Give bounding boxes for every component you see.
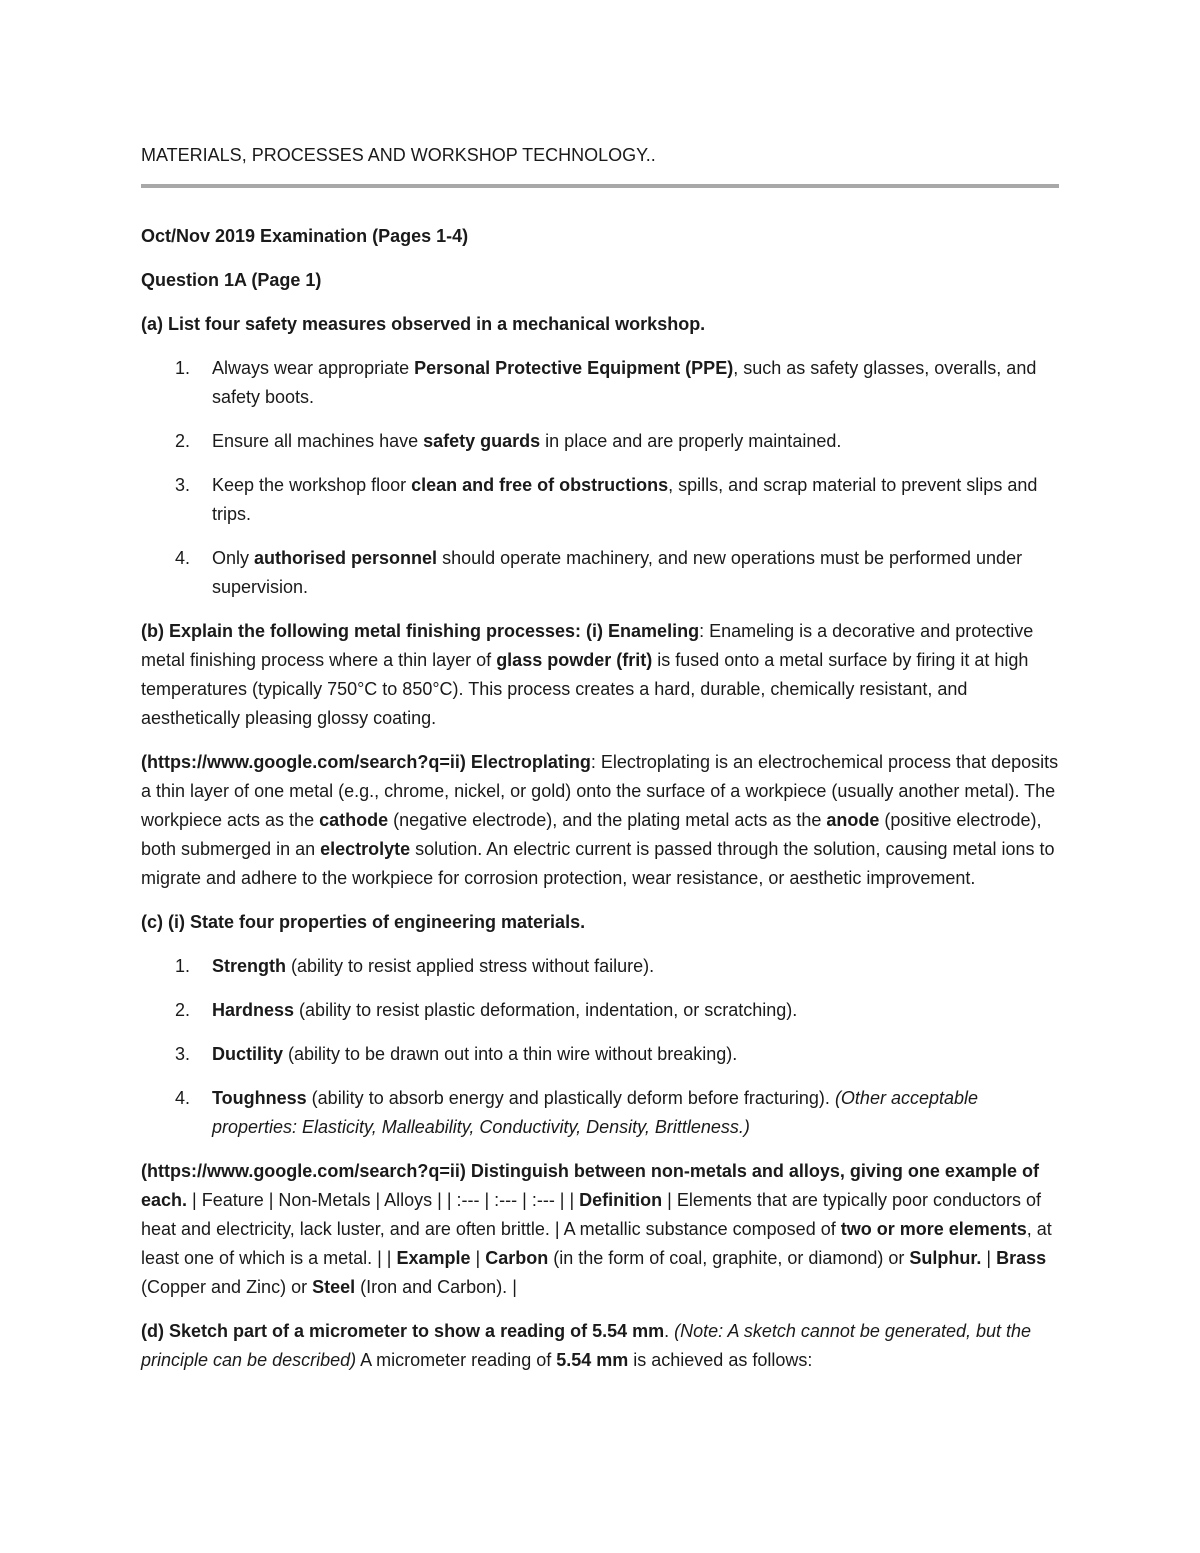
part-c-ii-paragraph: (https://www.google.com/search?q=ii) Distinguish between non-metals and alloys, giving one example of each. | Feature | Non-Metals | Alloys | | :--- | :--- | :--- | | Definition | Elements that are typically poor conductors of heat and electricity, lack luster, and are often brittle. | A metallic substance composed of two or more elements, at least one of which is a metal. | | Example | Carbon (in the form of coal, graphite, or diamond) or Sulphur. | Brass (Copper and Zinc) or Steel (Iron and Carbon). |: [141, 1161, 1052, 1297]
list-item: 2. Hardness (ability to resist plastic deformation, indentation, or scratching).: [175, 1000, 798, 1020]
list-item: 2. Ensure all machines have safety guards in place and are properly maintained.: [175, 431, 842, 451]
part-a-heading: (a) List four safety measures observed in a mechanical workshop.: [141, 314, 706, 334]
title-divider: [141, 184, 1059, 188]
list-item: 4. Toughness (ability to absorb energy and plastically deform before fracturing). (Other acceptable properties: Elasticity, Malleability, Conductivity, Density, Brittleness.): [175, 1088, 979, 1137]
part-c-ii-heading: (https://www.google.com/search?q=ii) Distinguish between non-metals and alloys, giving one example of each.: [141, 1161, 1039, 1210]
part-b-heading: (b) Explain the following metal finishing processes: (i) Enameling: [141, 621, 700, 641]
document-body: [141, 140, 1059, 1390]
part-b-electroplating-paragraph: (https://www.google.com/search?q=ii) Electroplating: Electroplating is an electrochemical process that deposits a thin layer of one metal (e.g., chrome, nickel, or gold) onto the surface of a workpiece (usually another metal). The workpiece acts as the cathode (negative electrode), and the plating metal acts as the anode (positive electrode), both submerged in an electrolyte solution. An electric current is passed through the solution, causing metal ions to migrate and adhere to the workpiece for corrosion protection, wear resistance, or aesthetic improvement.: [141, 752, 1059, 888]
part-c-heading: (c) (i) State four properties of engineering materials.: [141, 912, 586, 932]
question-heading: Question 1A (Page 1): [141, 270, 322, 290]
list-item: 4. Only authorised personnel should operate machinery, and new operations must be performed under supervision.: [175, 548, 1023, 597]
list-item: 3. Ductility (ability to be drawn out into a thin wire without breaking).: [175, 1044, 738, 1064]
safety-measures-list: [141, 354, 1059, 602]
part-d-heading: (d) Sketch part of a micrometer to show a reading of 5.54 mm: [141, 1321, 665, 1341]
document-title: MATERIALS, PROCESSES AND WORKSHOP TECHNOLOGY..: [141, 145, 656, 165]
electroplating-label: (https://www.google.com/search?q=ii) Electroplating: [141, 752, 591, 772]
list-item: 1. Always wear appropriate Personal Protective Equipment (PPE), such as safety glasses, overalls, and safety boots.: [175, 358, 1037, 407]
exam-heading: Oct/Nov 2019 Examination (Pages 1-4): [141, 226, 469, 246]
list-item: 1. Strength (ability to resist applied stress without failure).: [175, 956, 655, 976]
properties-list: [141, 952, 1059, 1142]
part-b-enameling-paragraph: (b) Explain the following metal finishing processes: (i) Enameling: Enameling is a decorative and protective metal finishing process where a thin layer of glass powder (frit) is fused onto a metal surface by firing it at high temperatures (typically 750°C to 850°C). This process creates a hard, durable, chemically resistant, and aesthetically pleasing glossy coating.: [141, 621, 1034, 728]
list-item: 3. Keep the workshop floor clean and free of obstructions, spills, and scrap material to prevent slips and trips.: [175, 475, 1038, 524]
part-d-paragraph: (d) Sketch part of a micrometer to show a reading of 5.54 mm. (Note: A sketch cannot be generated, but the principle can be described) A micrometer reading of 5.54 mm is achieved as follows:: [141, 1321, 1032, 1370]
